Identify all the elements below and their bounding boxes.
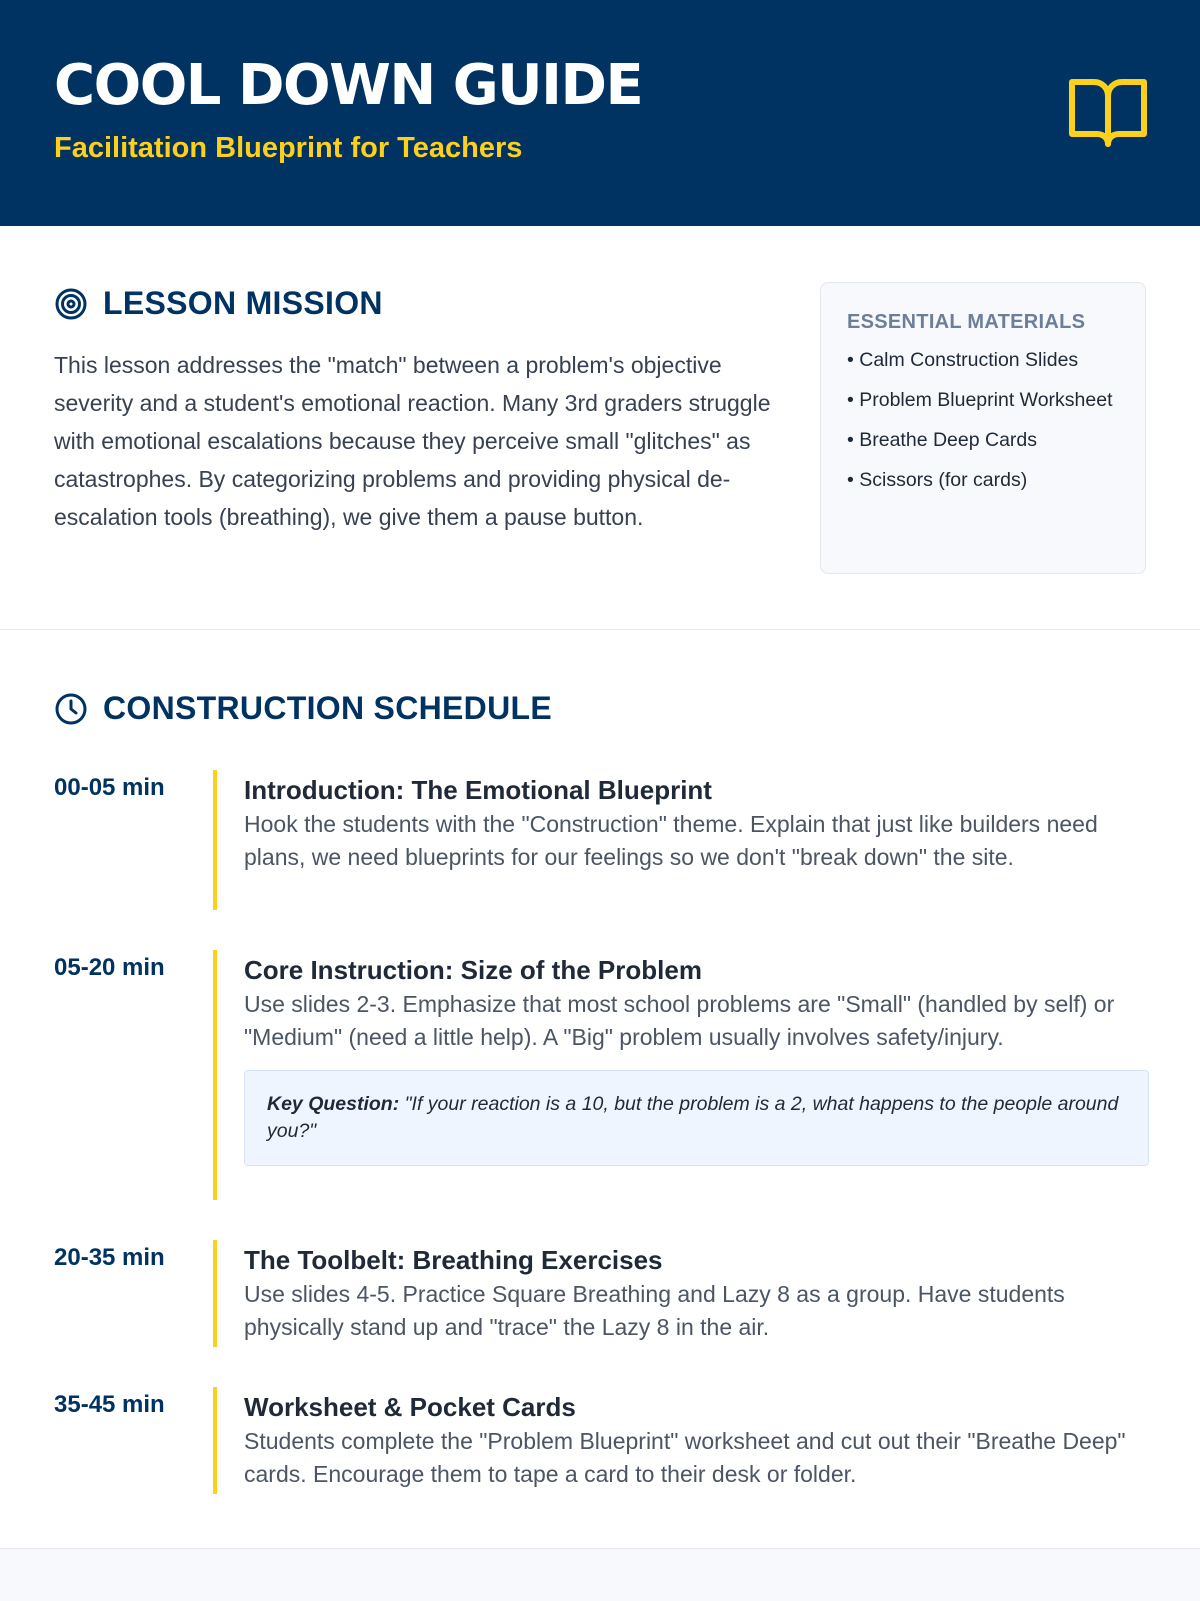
slot-body <box>244 1390 1149 1491</box>
schedule-heading-text: CONSTRUCTION SCHEDULE <box>103 690 552 726</box>
book-open-icon <box>1068 76 1148 150</box>
key-question-label: Key Question: <box>267 1093 400 1115</box>
slot-body <box>244 773 1149 874</box>
section-divider <box>0 629 1200 630</box>
slot-timeline-bar <box>213 1240 217 1347</box>
slot-title: The Toolbelt: Breathing Exercises <box>244 1245 663 1275</box>
key-question-callout <box>244 1070 1149 1166</box>
slot-body <box>244 953 1149 1166</box>
slot-time: 00-05 min <box>54 774 165 801</box>
materials-item: • Scissors (for cards) <box>847 469 1028 491</box>
mission-heading <box>54 285 383 322</box>
slot-time: 35-45 min <box>54 1391 165 1418</box>
page-title: COOL DOWN GUIDE <box>54 53 643 118</box>
slot-timeline-bar <box>213 950 217 1200</box>
schedule-heading <box>54 690 552 727</box>
slot-timeline-bar <box>213 770 217 910</box>
target-icon <box>54 287 88 321</box>
slot-time: 20-35 min <box>54 1244 165 1271</box>
slot-title: Core Instruction: Size of the Problem <box>244 955 702 985</box>
slot-description: Use slides 2-3. Emphasize that most school problems are "Small" (handled by self) or "Medium" (need a little help). A "Big" problem usually involves safety/injury. <box>244 991 1115 1050</box>
slot-timeline-bar <box>213 1387 217 1494</box>
mission-body: This lesson addresses the "match" between a problem's objective severity and a student's emotional reaction. Many 3rd graders struggle with emotional escalations because they perceive small "glitches" as catastrophes. By categorizing problems and providing physical de-escalation tools (breathing), we give them a pause button. <box>54 352 771 530</box>
page-subtitle: Facilitation Blueprint for Teachers <box>54 132 523 164</box>
slot-body <box>244 1243 1149 1344</box>
slot-title: Worksheet & Pocket Cards <box>244 1392 576 1422</box>
page-header <box>0 0 1200 226</box>
slot-title: Introduction: The Emotional Blueprint <box>244 775 712 805</box>
slot-time: 05-20 min <box>54 954 165 981</box>
clock-icon <box>54 692 88 726</box>
slot-description: Hook the students with the "Construction" theme. Explain that just like builders need plans, we need blueprints for our feelings so we don't "break down" the site. <box>244 811 1098 870</box>
materials-list <box>847 347 1119 493</box>
materials-item: • Calm Construction Slides <box>847 349 1079 371</box>
materials-card <box>820 282 1146 574</box>
footer-strip <box>0 1548 1200 1601</box>
key-question-text: "If your reaction is a 10, but the problem is a 2, what happens to the people around you?" <box>267 1093 1119 1142</box>
slot-description: Use slides 4-5. Practice Square Breathing and Lazy 8 as a group. Have students physically stand up and "trace" the Lazy 8 in the air. <box>244 1281 1065 1340</box>
materials-item: • Problem Blueprint Worksheet <box>847 389 1113 411</box>
materials-item: • Breathe Deep Cards <box>847 429 1038 451</box>
mission-heading-text: LESSON MISSION <box>103 285 383 321</box>
slot-description: Students complete the "Problem Blueprint" worksheet and cut out their "Breathe Deep" cards. Encourage them to tape a card to their desk or folder. <box>244 1428 1126 1487</box>
materials-title: ESSENTIAL MATERIALS <box>847 311 1086 333</box>
